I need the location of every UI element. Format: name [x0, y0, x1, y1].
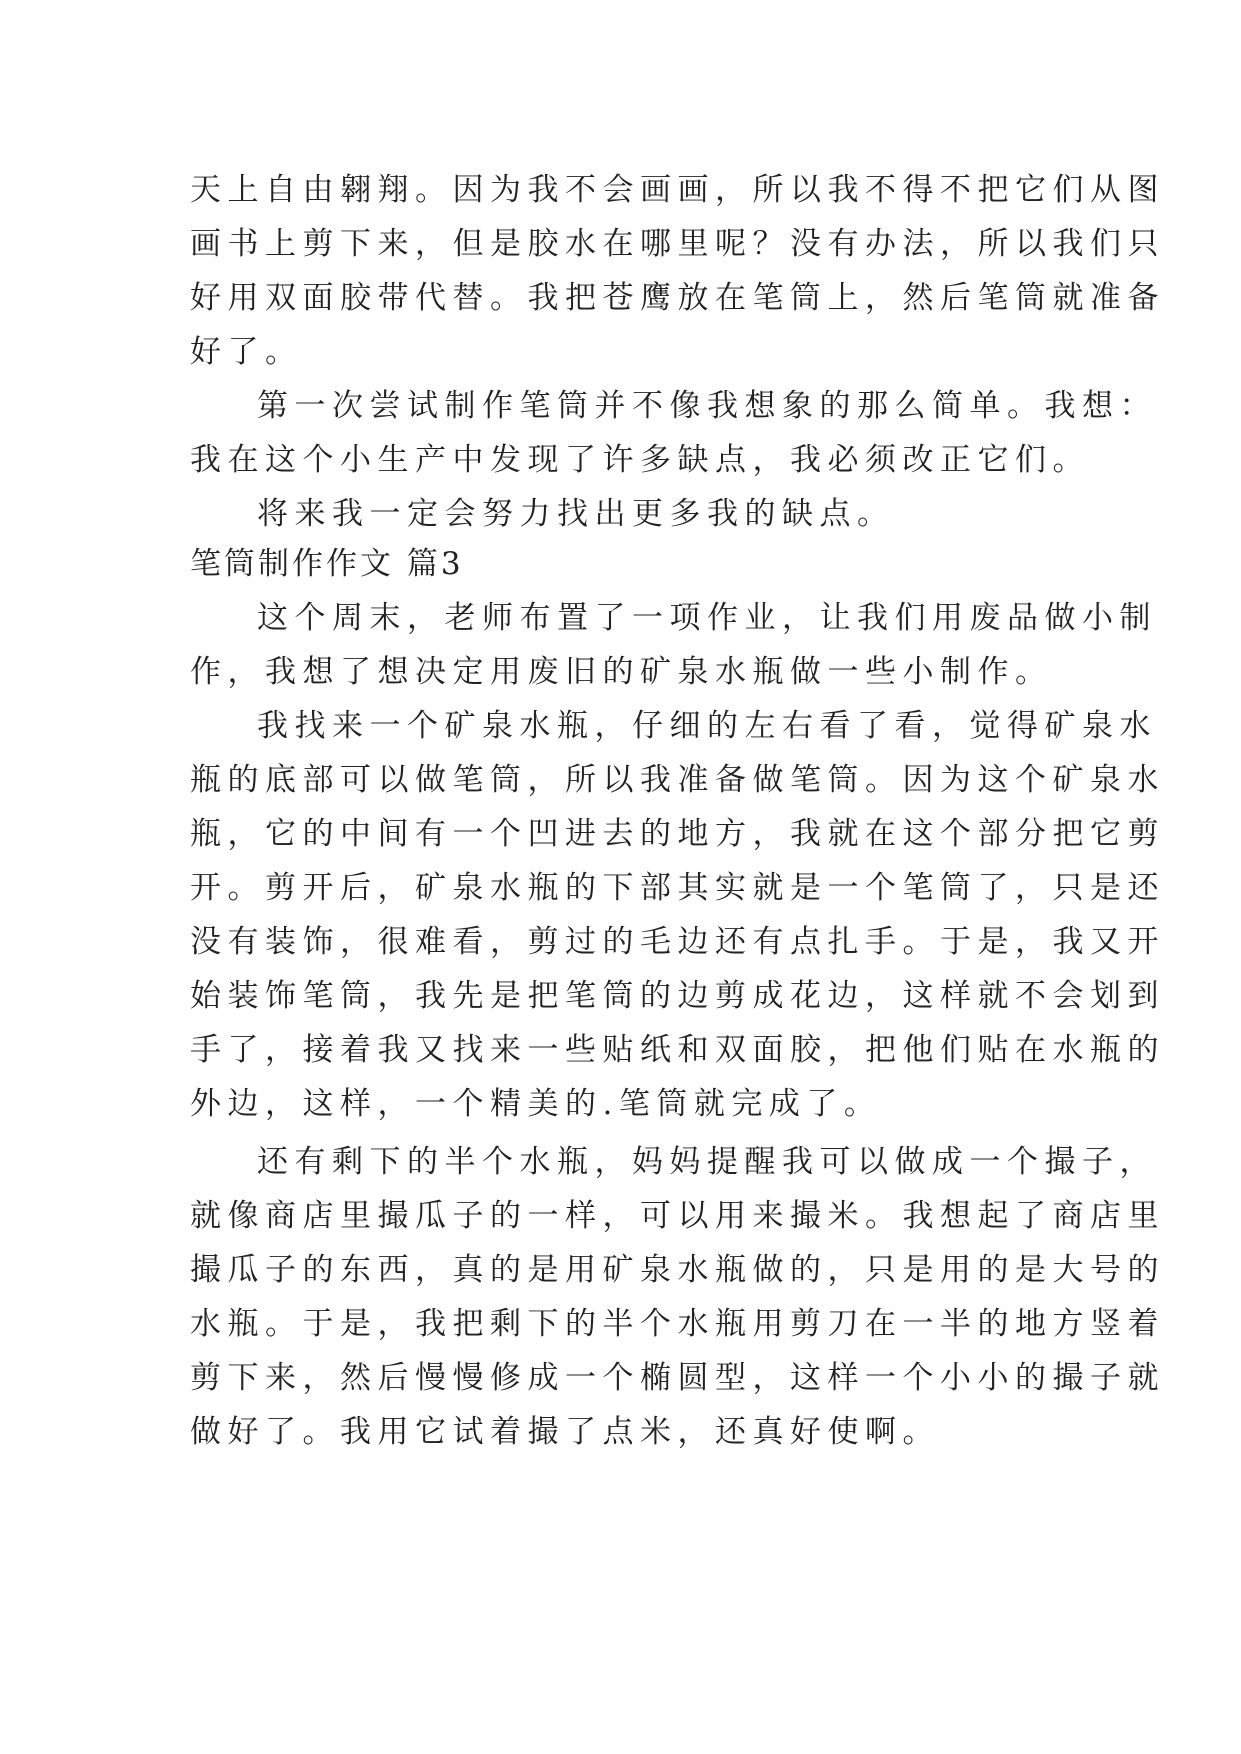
text-line: 外边，这样，一个精美的.笔筒就完成了。 — [190, 1086, 882, 1122]
text-line: 始装饰笔筒，我先是把笔筒的边剪成花边，这样就不会划到 — [190, 978, 1165, 1014]
text-line: 好用双面胶带代替。我把苍鹰放在笔筒上，然后笔筒就准备 — [190, 280, 1165, 316]
text-line: 水瓶。于是，我把剩下的半个水瓶用剪刀在一半的地方竖着 — [190, 1306, 1165, 1342]
text-line: 好了。 — [190, 334, 303, 370]
text-line: 开。剪开后，矿泉水瓶的下部其实就是一个笔筒了，只是还 — [190, 870, 1165, 906]
text-line: 就像商店里撮瓜子的一样，可以用来撮米。我想起了商店里 — [190, 1198, 1165, 1234]
text-line: 画书上剪下来，但是胶水在哪里呢？没有办法，所以我们只 — [190, 226, 1165, 262]
text-line: 瓶，它的中间有一个凹进去的地方，我就在这个部分把它剪 — [190, 816, 1165, 852]
text-line: 这个周末，老师布置了一项作业，让我们用废品做小制 — [257, 600, 1157, 636]
text-line: 天上自由翱翔。因为我不会画画，所以我不得不把它们从图 — [190, 172, 1165, 208]
text-line: 第一次尝试制作笔筒并不像我想象的那么简单。我想： — [257, 388, 1157, 424]
text-line: 我在这个小生产中发现了许多缺点，我必须改正它们。 — [190, 442, 1090, 478]
section-heading: 笔筒制作作文 篇3 — [190, 546, 464, 582]
text-line: 剪下来，然后慢慢修成一个椭圆型，这样一个小小的撮子就 — [190, 1360, 1165, 1396]
text-line: 手了，接着我又找来一些贴纸和双面胶，把他们贴在水瓶的 — [190, 1032, 1165, 1068]
text-line: 作，我想了想决定用废旧的矿泉水瓶做一些小制作。 — [190, 654, 1053, 690]
text-line: 还有剩下的半个水瓶，妈妈提醒我可以做成一个撮子， — [257, 1144, 1157, 1180]
text-line: 没有装饰，很难看，剪过的毛边还有点扎手。于是，我又开 — [190, 924, 1165, 960]
text-line: 做好了。我用它试着撮了点米，还真好使啊。 — [190, 1414, 940, 1450]
text-line: 撮瓜子的东西，真的是用矿泉水瓶做的，只是用的是大号的 — [190, 1252, 1165, 1288]
text-line: 我找来一个矿泉水瓶，仔细的左右看了看，觉得矿泉水 — [257, 708, 1157, 744]
text-line: 将来我一定会努力找出更多我的缺点。 — [257, 496, 895, 532]
text-line: 瓶的底部可以做笔筒，所以我准备做笔筒。因为这个矿泉水 — [190, 762, 1165, 798]
